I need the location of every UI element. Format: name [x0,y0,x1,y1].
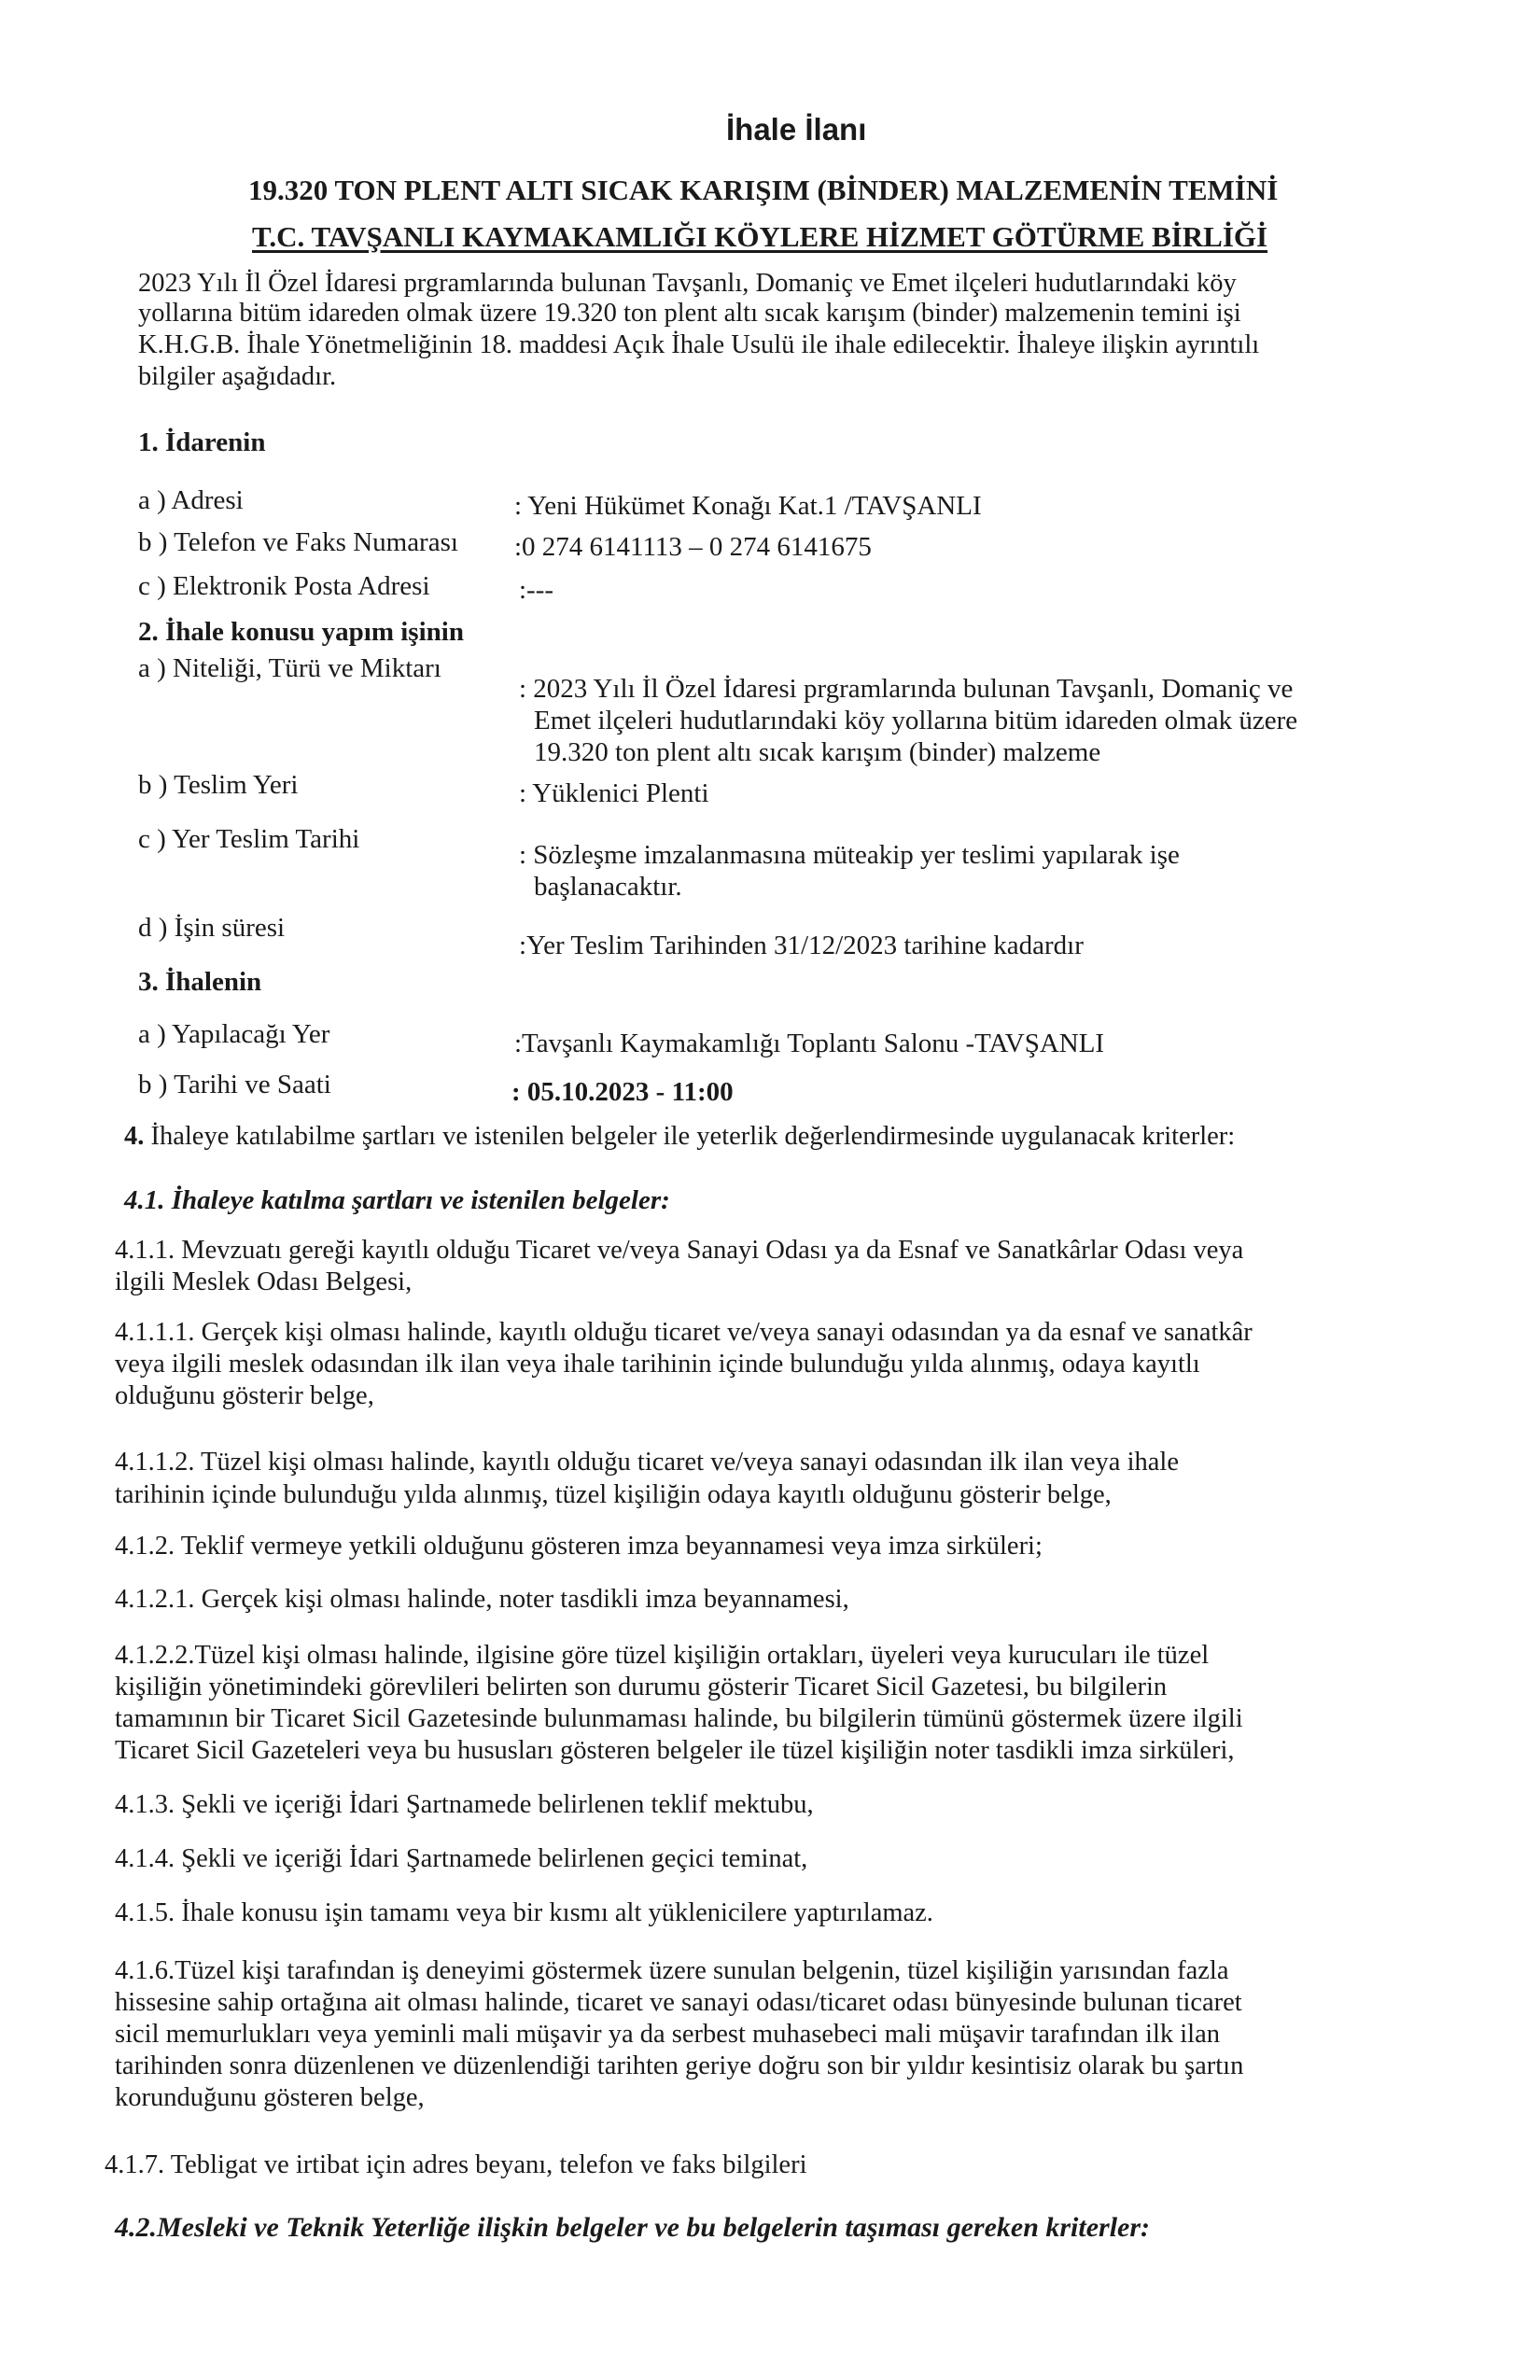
address-value: : Yeni Hükümet Konağı Kat.1 /TAVŞANLI [514,491,982,521]
clause-4-1-6-line: tarihinden sonra düzenlenen ve düzenlendiği tarihten geriye doğru son bir yıldır kesintisiz olarak bu şartın [115,2051,1244,2080]
clause-4-1-1-line: ilgili Meslek Odası Belgesi, [115,1267,413,1296]
section-number: 4. [124,1122,145,1151]
tender-datetime-value: : 05.10.2023 - 11:00 [511,1077,734,1107]
section-heading-administration: 1. İdarenin [138,427,266,457]
nature-value-line: 19.320 ton plent altı sıcak karışım (binder) malzeme [534,737,1101,767]
subsection-heading-technical: 4.2.Mesleki ve Teknik Yeterliğe ilişkin belgeler ve bu belgelerin taşıması gereken kriterler: [115,2212,1151,2243]
clause-4-1-5: 4.1.5. İhale konusu işin tamamı veya bir kısmı alt yüklenicilere yaptırılamaz. [115,1898,933,1927]
clause-4-1-2: 4.1.2. Teklif vermeye yetkili olduğunu gösteren imza beyannamesi veya imza sirküleri; [115,1532,1043,1561]
intro-line: bilgiler aşağıdadır. [138,362,337,391]
intro-line: 2023 Yılı İl Özel İdaresi prgramlarında bulunan Tavşanlı, Domaniç ve Emet ilçeleri hudutlarındaki köy [138,269,1237,298]
site-delivery-value-line: : Sözleşme imzalanmasına müteakip yer teslimi yapılarak işe [519,840,1180,870]
clause-4-1-7: 4.1.7. Tebligat ve irtibat için adres beyanı, telefon ve faks bilgileri [105,2150,807,2179]
site-delivery-label: c ) Yer Teslim Tarihi [138,824,360,854]
clause-4-1-6-line: hissesine sahip ortağına ait olması halinde, ticaret ve sanayi odası/ticaret odası bünyesinde bulunan ticaret [115,1988,1242,2017]
clause-4-1-1-line: 4.1.1. Mevzuatı gereği kayıtlı olduğu Ticaret ve/veya Sanayi Odası ya da Esnaf ve Sanatkârlar Odası veya [115,1236,1244,1265]
clause-4-1-2-2-line: 4.1.2.2.Tüzel kişi olması halinde, ilgisine göre tüzel kişiliğin ortakları, üyeleri veya kurucuları ile tüzel [115,1641,1210,1670]
clause-4-1-6-line: sicil memurlukları veya yeminli mali müşavir ya da serbest muhasebeci mali müşavir tarafından ilk ilan [115,2020,1220,2049]
clause-4-1-3: 4.1.3. Şekli ve içeriği İdari Şartnamede belirlenen teklif mektubu, [115,1790,814,1819]
document-subtitle-authority: T.C. TAVŞANLI KAYMAKAMLIĞI KÖYLERE HİZMET GÖTÜRME BİRLİĞİ [252,220,1268,253]
nature-value-line: : 2023 Yılı İl Özel İdaresi prgramlarında bulunan Tavşanlı, Domaniç ve [519,674,1294,704]
email-label: c ) Elektronik Posta Adresi [138,571,430,601]
phone-value: :0 274 6141113 – 0 274 6141675 [514,532,872,562]
section-heading-text: İhaleye katılabilme şartları ve istenilen belgeler ile yeterlik değerlendirmesinde uygulanacak kriterler: [144,1122,1236,1151]
subsection-heading-participation: 4.1. İhaleye katılma şartları ve istenilen belgeler: [124,1185,670,1215]
intro-line: yollarına bitüm idareden olmak üzere 19.320 ton plent altı sıcak karışım (binder) malzemenin temini işi [138,299,1241,328]
email-value: :--- [519,575,554,605]
duration-label: d ) İşin süresi [138,913,286,943]
clause-4-1-6-line: 4.1.6.Tüzel kişi tarafından iş deneyimi göstermek üzere sunulan belgenin, tüzel kişiliğin yarısından fazla [115,1956,1229,1985]
delivery-place-value: : Yüklenici Plenti [519,778,709,808]
tender-place-label: a ) Yapılacağı Yer [138,1019,330,1049]
clause-4-1-2-2-line: tamamının bir Ticaret Sicil Gazetesinde bulunmaması halinde, bu bilgilerin tümünü göstermek üzere ilgili [115,1704,1243,1733]
clause-4-1-2-2-line: Ticaret Sicil Gazeteleri veya bu hususları gösteren belgeler ile tüzel kişiliğin noter tasdikli imza sirküleri, [115,1736,1235,1765]
clause-4-1-1-2-line: tarihinin içinde bulunduğu yılda alınmış, tüzel kişiliğin odaya kayıtlı olduğunu gösterir belge, [115,1480,1112,1509]
clause-4-1-2-1: 4.1.2.1. Gerçek kişi olması halinde, noter tasdikli imza beyannamesi, [115,1585,849,1614]
clause-4-1-4: 4.1.4. Şekli ve içeriği İdari Şartnamede belirlenen geçici teminat, [115,1844,808,1873]
site-delivery-value-line: başlanacaktır. [534,872,682,902]
phone-label: b ) Telefon ve Faks Numarası [138,527,458,557]
delivery-place-label: b ) Teslim Yeri [138,770,299,800]
intro-line: K.H.G.B. İhale Yönetmeliğinin 18. maddesi Açık İhale Usulü ile ihale edilecektir. İhaleye ilişkin ayrıntılı [138,330,1260,359]
clause-4-1-1-1-line: veya ilgili meslek odasından ilk ilan veya ihale tarihinin içinde bulunduğu yılda alınmış, odaya kayıtlı [115,1350,1200,1379]
clause-4-1-1-2-line: 4.1.1.2. Tüzel kişi olması halinde, kayıtlı olduğu ticaret ve/veya sanayi odasından ilk ilan veya ihale [115,1448,1179,1477]
nature-label: a ) Niteliği, Türü ve Miktarı [138,653,441,683]
clause-4-1-1-1-line: 4.1.1.1. Gerçek kişi olması halinde, kayıtlı olduğu ticaret ve/veya sanayi odasından ya da esnaf ve sanatkâr [115,1318,1253,1347]
section-heading-work: 2. İhale konusu yapım işinin [138,617,464,647]
document-title: İhale İlanı [726,112,867,147]
address-label: a ) Adresi [138,485,244,515]
section-heading-conditions [124,1124,1235,1151]
nature-value-line: Emet ilçeleri hudutlarındaki köy yollarına bitüm idareden olmak üzere [534,706,1298,735]
clause-4-1-1-1-line: olduğunu gösterir belge, [115,1381,374,1410]
duration-value: :Yer Teslim Tarihinden 31/12/2023 tarihine kadardır [519,931,1084,960]
clause-4-1-6-line: korunduğunu gösteren belge, [115,2083,425,2112]
clause-4-1-2-2-line: kişiliğin yönetimindeki görevlileri belirten son durumu gösterir Ticaret Sicil Gazetesi, bu bilgilerin [115,1673,1168,1701]
tender-place-value: :Tavşanlı Kaymakamlığı Toplantı Salonu -TAVŞANLI [514,1029,1105,1058]
document-subtitle-item: 19.320 TON PLENT ALTI SICAK KARIŞIM (BİNDER) MALZEMENİN TEMİNİ [248,174,1279,206]
section-heading-tender: 3. İhalenin [138,967,262,997]
tender-datetime-label: b ) Tarihi ve Saati [138,1070,331,1099]
